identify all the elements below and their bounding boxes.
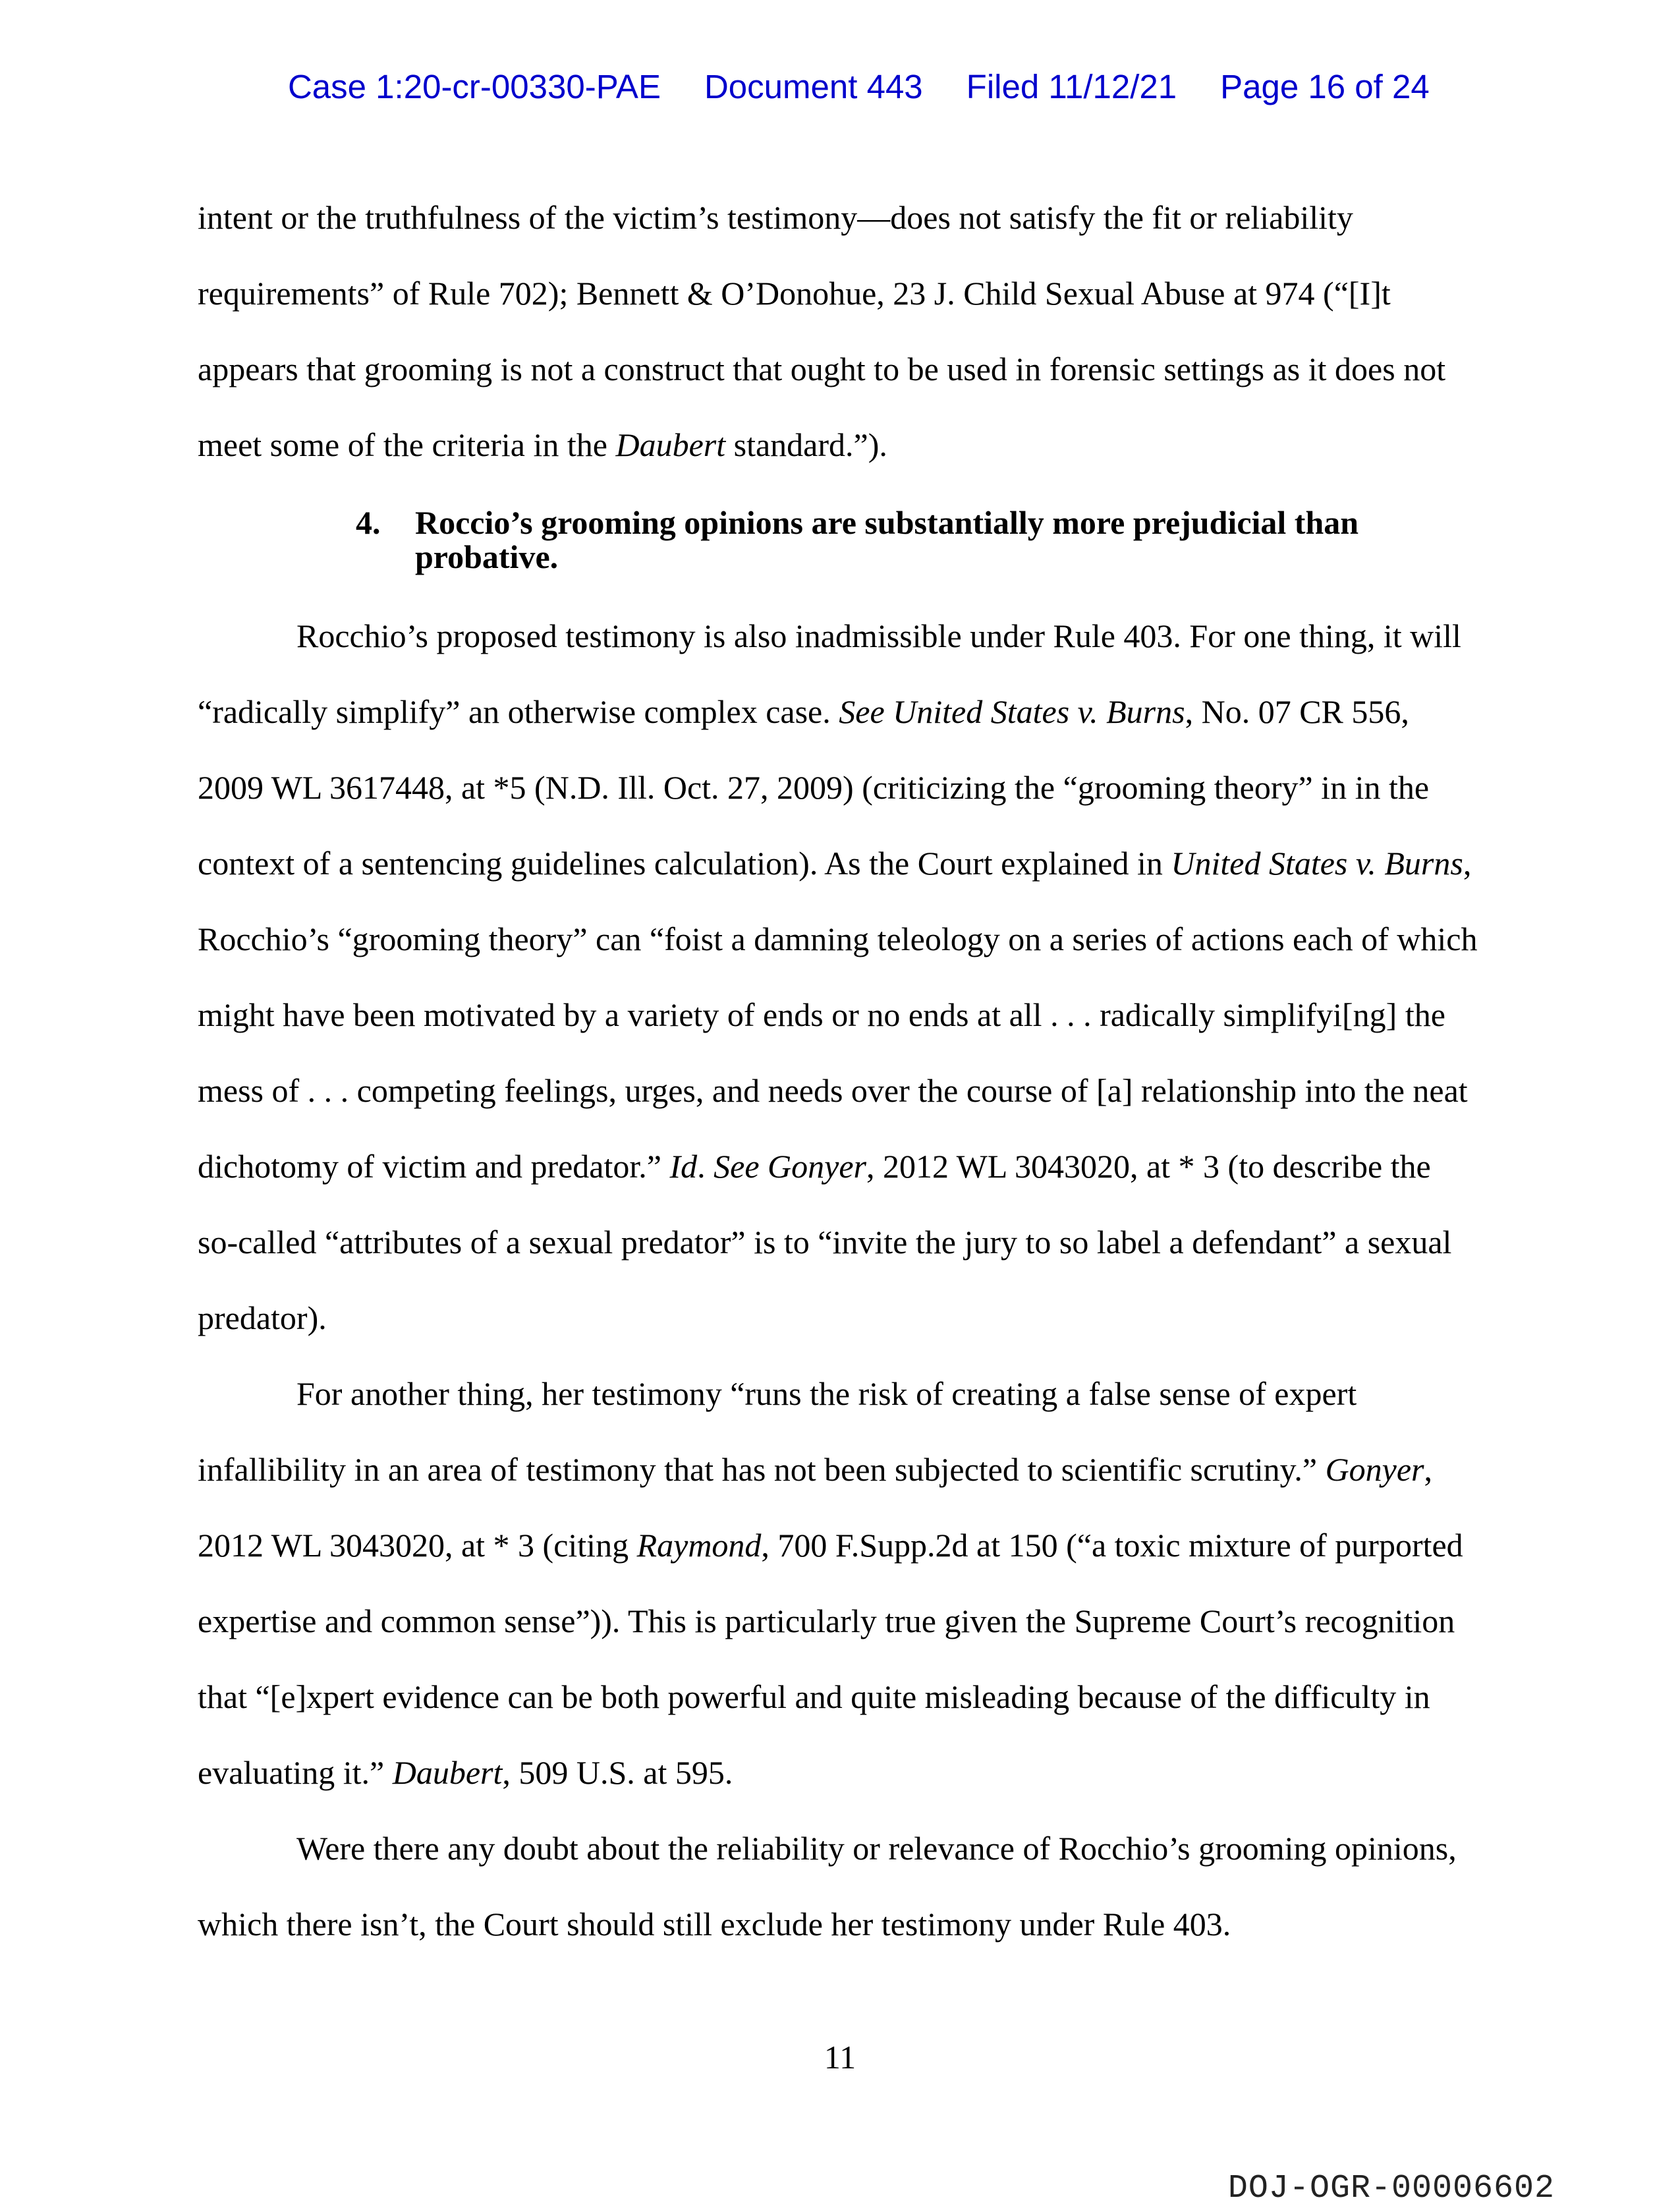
bates-number: DOJ-OGR-00006602 (1227, 2170, 1555, 2207)
document-number: Document 443 (704, 68, 923, 105)
page-count: Page 16 of 24 (1220, 68, 1430, 105)
case-number: Case 1:20-cr-00330-PAE (287, 68, 661, 105)
body-line: predator). (198, 1299, 327, 1336)
body-line: intent or the truthfulness of the victim’s testimony—does not satisfy the fit or reliability (198, 199, 1353, 236)
case-citation: Gonyer (1325, 1451, 1424, 1488)
case-citation: Raymond (636, 1527, 762, 1564)
body-line: evaluating it.” Daubert, 509 U.S. at 595. (198, 1754, 733, 1791)
body-line: requirements” of Rule 702); Bennett & O’Donohue, 23 J. Child Sexual Abuse at 974 (“[I]t (198, 275, 1391, 312)
body-line: infallibility in an area of testimony that has not been subjected to scientific scrutiny.” Gonyer, (198, 1451, 1433, 1488)
body-line: so-called “attributes of a sexual predator” is to “invite the jury to so label a defendant” a sexual (198, 1224, 1452, 1261)
body-line: mess of . . . competing feelings, urges, and needs over the course of [a] relationship into the neat (198, 1072, 1468, 1109)
case-citation: Id (669, 1148, 698, 1185)
body-line: “radically simplify” an otherwise complex case. See United States v. Burns, No. 07 CR 556, (198, 693, 1409, 730)
section-heading-line: Roccio’s grooming opinions are substantially more prejudicial than (415, 504, 1359, 541)
case-citation: See Gonyer (714, 1148, 866, 1185)
section-heading-line: probative. (415, 538, 559, 575)
body-line: Rocchio’s proposed testimony is also inadmissible under Rule 403. For one thing, it will (296, 617, 1461, 654)
body-line: context of a sentencing guidelines calculation). As the Court explained in United States v. Burns, (198, 845, 1472, 882)
body-line: Rocchio’s “grooming theory” can “foist a damning teleology on a series of actions each of which (198, 921, 1478, 957)
case-citation: See United States v. Burns (839, 693, 1185, 730)
case-citation: Daubert (615, 426, 726, 463)
case-citation: Daubert (392, 1754, 503, 1791)
filed-date: Filed 11/12/21 (966, 68, 1177, 105)
body-line: Were there any doubt about the reliability or relevance of Rocchio’s grooming opinions, (296, 1830, 1457, 1867)
page-number: 11 (824, 2039, 856, 2076)
body-line: dichotomy of victim and predator.” Id. See Gonyer, 2012 WL 3043020, at * 3 (to describe the (198, 1148, 1431, 1185)
body-line: which there isn’t, the Court should still exclude her testimony under Rule 403. (198, 1906, 1231, 1943)
body-line: expertise and common sense”)). This is particularly true given the Supreme Court’s recognition (198, 1602, 1455, 1639)
body-line: 2009 WL 3617448, at *5 (N.D. Ill. Oct. 27, 2009) (criticizing the “grooming theory” in in the (198, 769, 1430, 806)
ecf-header (0, 32, 1680, 142)
body-line: 2012 WL 3043020, at * 3 (citing Raymond, 700 F.Supp.2d at 150 (“a toxic mixture of purported (198, 1527, 1463, 1564)
body-line: For another thing, her testimony “runs the risk of creating a false sense of expert (296, 1375, 1357, 1412)
body-line: meet some of the criteria in the Daubert standard.”). (198, 426, 887, 463)
body-line: that “[e]xpert evidence can be both powerful and quite misleading because of the difficulty in (198, 1678, 1430, 1715)
body-line: appears that grooming is not a construct that ought to be used in forensic settings as it does not (198, 351, 1446, 387)
body-line: might have been motivated by a variety of ends or no ends at all . . . radically simplifyi[ng] the (198, 996, 1445, 1033)
section-number: 4. (356, 504, 381, 541)
case-citation: United States v. Burns (1171, 845, 1463, 882)
